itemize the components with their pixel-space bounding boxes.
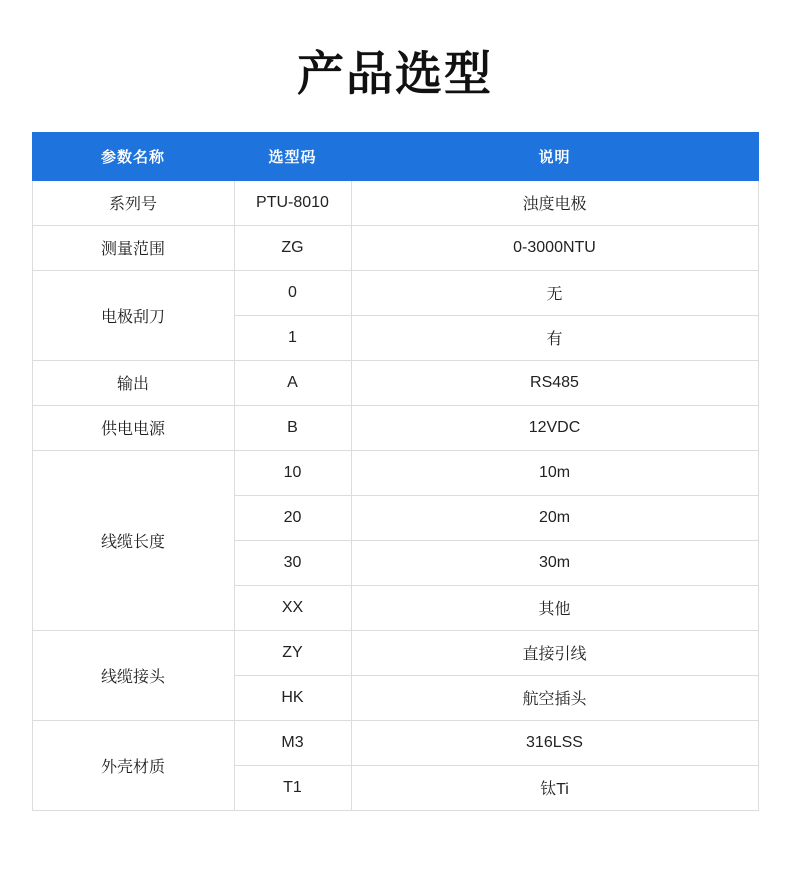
cell-selection-code: 30 xyxy=(234,540,351,585)
cell-param-name: 电极刮刀 xyxy=(32,270,234,360)
cell-description: 直接引线 xyxy=(351,630,758,675)
table-body xyxy=(32,180,758,810)
cell-selection-code: HK xyxy=(234,675,351,720)
cell-selection-code: 1 xyxy=(234,315,351,360)
cell-description: 0-3000NTU xyxy=(351,225,758,270)
table-row xyxy=(32,720,758,765)
cell-description: 浊度电极 xyxy=(351,180,758,225)
table-row xyxy=(32,405,758,450)
cell-description: 30m xyxy=(351,540,758,585)
cell-param-name: 供电电源 xyxy=(32,405,234,450)
cell-selection-code: ZY xyxy=(234,630,351,675)
cell-description: 无 xyxy=(351,270,758,315)
cell-description: 其他 xyxy=(351,585,758,630)
cell-selection-code: 10 xyxy=(234,450,351,495)
cell-param-name: 线缆长度 xyxy=(32,450,234,630)
table-header-row xyxy=(32,132,758,180)
table-row xyxy=(32,360,758,405)
column-header-code: 选型码 xyxy=(234,132,351,180)
column-header-param: 参数名称 xyxy=(32,132,234,180)
table-row xyxy=(32,450,758,495)
cell-selection-code: T1 xyxy=(234,765,351,810)
cell-selection-code: B xyxy=(234,405,351,450)
table-row xyxy=(32,270,758,315)
cell-selection-code: M3 xyxy=(234,720,351,765)
cell-selection-code: 0 xyxy=(234,270,351,315)
cell-description: 钛Ti xyxy=(351,765,758,810)
cell-description: 12VDC xyxy=(351,405,758,450)
cell-param-name: 输出 xyxy=(32,360,234,405)
page-title: 产品选型 xyxy=(297,47,493,100)
table-row xyxy=(32,180,758,225)
cell-description: 316LSS xyxy=(351,720,758,765)
cell-param-name: 线缆接头 xyxy=(32,630,234,720)
cell-description: 航空插头 xyxy=(351,675,758,720)
cell-param-name: 外壳材质 xyxy=(32,720,234,810)
cell-param-name: 系列号 xyxy=(32,180,234,225)
table-row xyxy=(32,225,758,270)
cell-selection-code: A xyxy=(234,360,351,405)
product-selection-table xyxy=(32,132,759,811)
column-header-desc: 说明 xyxy=(351,132,758,180)
cell-param-name: 测量范围 xyxy=(32,225,234,270)
cell-description: RS485 xyxy=(351,360,758,405)
cell-selection-code: ZG xyxy=(234,225,351,270)
table-head xyxy=(32,132,758,180)
cell-selection-code: XX xyxy=(234,585,351,630)
cell-description: 有 xyxy=(351,315,758,360)
table-container xyxy=(32,132,758,811)
cell-description: 20m xyxy=(351,495,758,540)
cell-selection-code: PTU-8010 xyxy=(234,180,351,225)
table-row xyxy=(32,630,758,675)
cell-description: 10m xyxy=(351,450,758,495)
cell-selection-code: 20 xyxy=(234,495,351,540)
